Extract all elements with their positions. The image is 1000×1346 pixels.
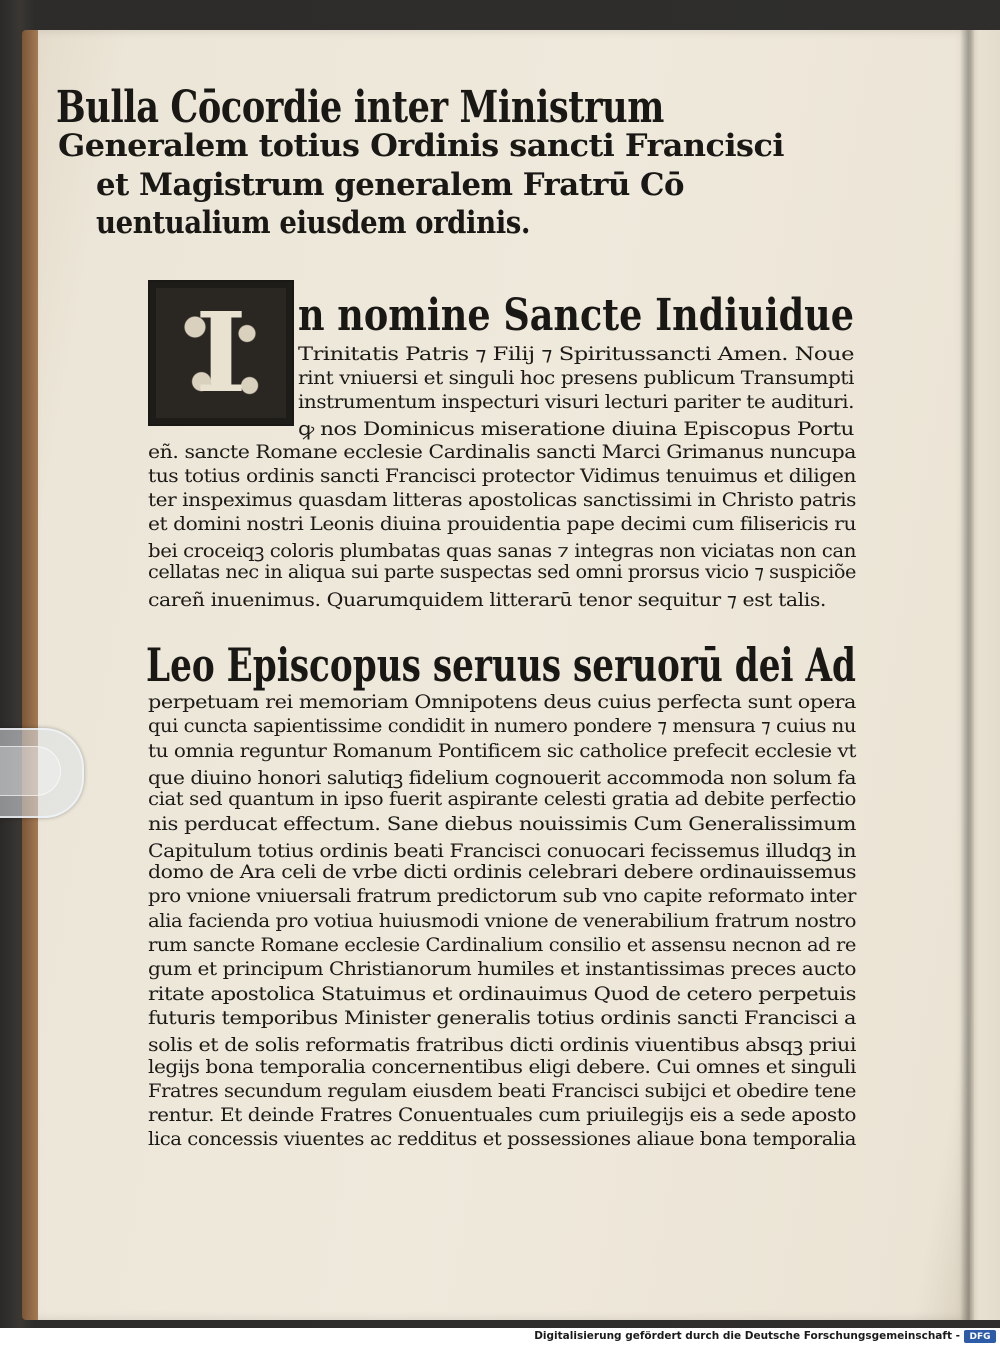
title-line-2: Generalem totius Ordinis sancti Francisci xyxy=(58,128,784,164)
text-line: tu omnia reguntur Romanum Pontificem sic catholice prefecit ecclesie vt xyxy=(148,740,856,762)
text-line: solis et de solis reformatis fratribus dicti ordinis viuentibus absqꝫ priui xyxy=(148,1035,856,1057)
page-clip-inner xyxy=(0,746,61,796)
title-line-1: Bulla Cōcordie inter Ministrum xyxy=(56,82,664,133)
text-line: ciat sed quantum in ipso fuerit aspirante celesti gratia ad debite perfectio xyxy=(148,789,856,811)
initial-letter: I xyxy=(195,288,247,417)
text-line: nis perducat effectum. Sane diebus nouissimis Cum Generalissimum xyxy=(148,813,856,835)
text-line: legijs bona temporalia concernentibus eligi debere. Cui omnes et singuli xyxy=(148,1056,856,1078)
text-line: Trinitatis Patris ⁊ Filij ⁊ Spiritussancti Amen. Noue xyxy=(298,344,854,365)
text-line: careñ inuenimus. Quarumquidem litterarū tenor sequitur ⁊ est talis. xyxy=(148,590,826,611)
text-line: rentur. Et deinde Fratres Conuentuales cum priuilegijs eis a sede aposto xyxy=(148,1105,856,1127)
title-line-4: uentualium eiusdem ordinis. xyxy=(96,205,530,241)
text-line: instrumentum inspecturi visuri lecturi pariter te audituri. xyxy=(298,392,854,413)
text-line: rum sancte Romane ecclesie Cardinalium consilio et assensu necnon ad re xyxy=(148,935,856,956)
text-line: qui cuncta sapientissime condidit in numero pondere ⁊ mensura ⁊ cuius nu xyxy=(148,716,856,738)
text-line: cellatas nec in aliqua sui parte suspectas sed omni prorsus vicio ⁊ suspiciõe xyxy=(148,562,856,583)
footer-credit: Digitalisierung gefördert durch die Deutsche Forschungsgemeinschaft - xyxy=(534,1330,960,1342)
section2-heading: Leo Episcopus seruus seruorū dei Ad xyxy=(146,638,856,692)
text-line: futuris temporibus Minister generalis totius ordinis sancti Francisci a xyxy=(148,1007,856,1029)
text-line: que diuino honori salutiqꝫ fidelium cognouerit accommoda non solum fa xyxy=(148,767,856,789)
next-page-edge xyxy=(970,30,1000,1320)
text-line: gum et principum Christianorum humiles et instantissimas preces aucto xyxy=(148,959,856,981)
text-line: tus totius ordinis sancti Francisci protector Vidimus tenuimus et diligen xyxy=(148,466,856,487)
text-line: domo de Ara celi de vrbe dicti ordinis celebrari debere ordinauissemus xyxy=(148,862,857,884)
text-line: ter inspeximus quasdam litteras apostolicas sanctissimi in Christo patris xyxy=(148,490,856,511)
text-line: eñ. sancte Romane ecclesie Cardinalis sancti Marci Grimanus nuncupa xyxy=(148,442,856,463)
text-line: bei croceiqꝫ coloris plumbatas quas sanas ⁊ integras non viciatas non can xyxy=(148,541,856,562)
dfg-logo: DFG xyxy=(964,1330,996,1343)
gutter-shadow xyxy=(960,30,974,1320)
text-line: et domini nostri Leonis diuina prouidentia pape decimi cum filisericis ru xyxy=(148,514,856,535)
text-line: perpetuam rei memoriam Omnipotens deus cuius perfecta sunt opera xyxy=(148,692,856,713)
text-line: Capitulum totius ordinis beati Francisci conuocari fecissemus illudqꝫ in xyxy=(148,840,857,862)
text-line: rint vniuersi et singuli hoc presens publicum Transumpti xyxy=(298,368,854,389)
text-line: lica concessis viuentes ac redditus et possessiones aliaue bona temporalia xyxy=(148,1129,856,1151)
text-line: Fratres secundum regulam eiusdem beati Francisci subijci et obedire tene xyxy=(148,1080,856,1102)
text-line: alia facienda pro votiua huiusmodi vnione de venerabilium fratrum nostro xyxy=(148,910,856,932)
title-line-3: et Magistrum generalem Fratrū Cō xyxy=(96,167,684,203)
text-line: pro vnione vniuersali fratrum predictorum sub vno capite reformato inter xyxy=(148,886,856,908)
text-line: ritate apostolica Statuimus et ordinauimus Quod de cetero perpetuis xyxy=(148,983,856,1005)
decorated-initial xyxy=(148,280,294,426)
section1-heading: n nomine Sancte Indiuidue xyxy=(298,290,854,341)
text-line: ꝙ nos Dominicus miseratione diuina Episcopus Portu xyxy=(298,419,854,440)
